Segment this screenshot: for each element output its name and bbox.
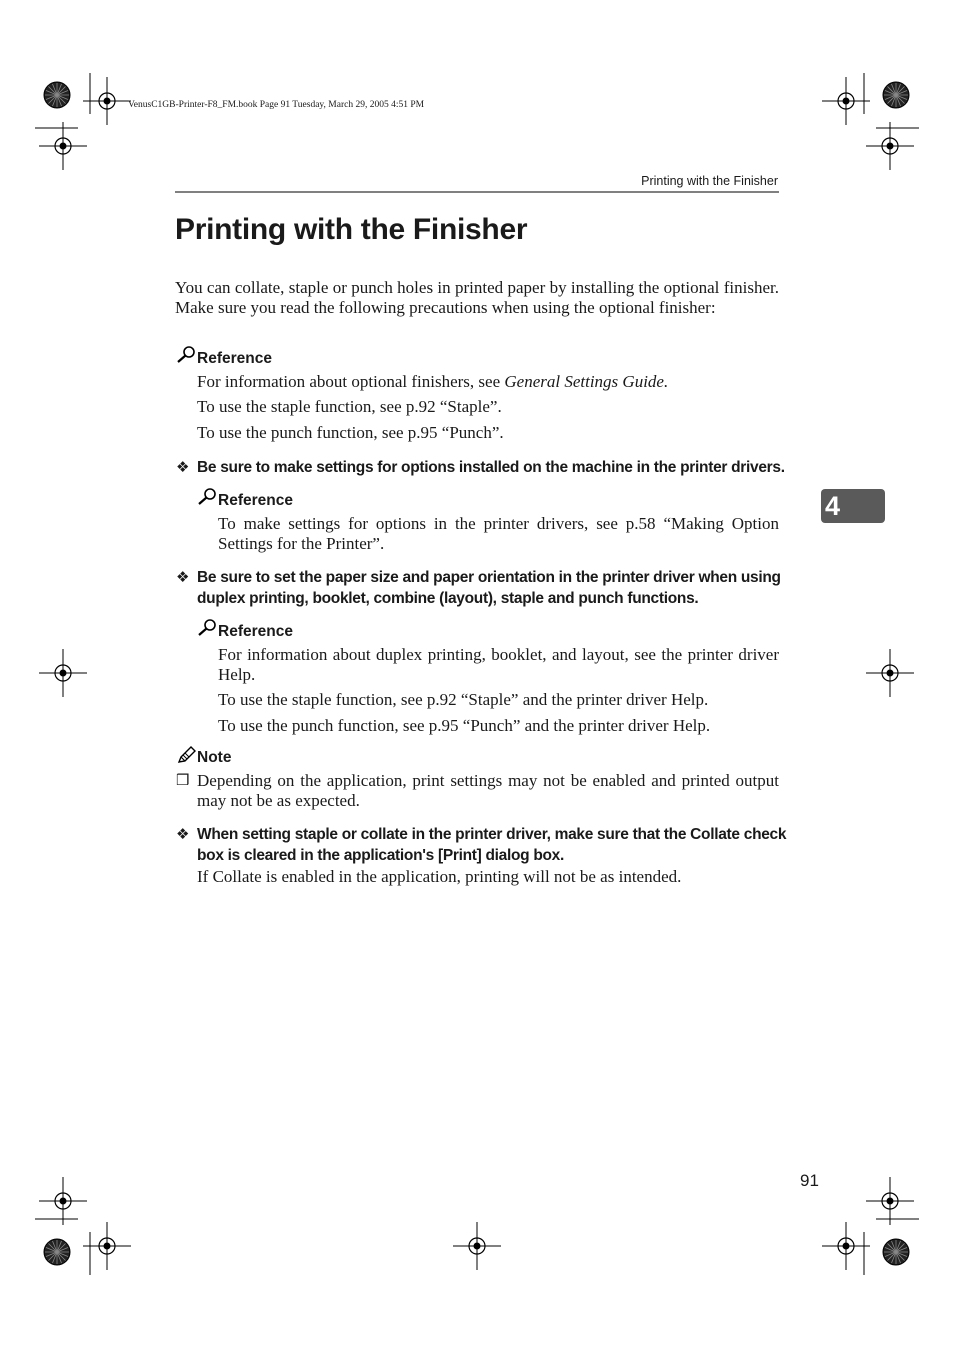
reference-text: To make settings for options in the printer drivers, see p.58 “Making Option Settings for the Printer”. [218,514,779,553]
item-heading: duplex printing, booklet, combine (layout), staple and punch functions. [197,590,699,607]
reference-doc-title: General Settings Guide [504,372,664,391]
reference-title: Reference [218,492,293,509]
file-header: VenusC1GB-Printer-F8_FM.book Page 91 Tuesday, March 29, 2005 4:51 PM [128,100,425,110]
color-target-icon [883,82,909,108]
bullet-diamond-icon: ❖ [176,458,190,476]
running-header: Printing with the Finisher [641,174,778,188]
magnifier-icon [197,488,217,506]
registration-mark-icon [822,77,870,125]
reference-line [197,372,668,392]
reference-text-end: . [663,372,669,391]
bullet-diamond-icon: ❖ [176,568,190,586]
reference-line: To use the staple function, see p.92 “Staple”. [197,397,502,416]
registration-mark-icon [453,1222,501,1270]
page-number: 91 [800,1171,819,1190]
chapter-tab [821,489,885,523]
reference-title: Reference [197,350,272,367]
intro-paragraph: You can collate, staple or punch holes in printed paper by installing the optional finisher. Make sure you read the following precautions when using the optional finisher: [175,278,779,317]
page-title: Printing with the Finisher [175,213,528,246]
item-heading: box is cleared in the application's [Print] dialog box. [197,847,564,864]
note-title: Note [197,749,232,766]
bullet-diamond-icon: ❖ [176,825,190,843]
item-heading: When setting staple or collate in the printer driver, make sure that the Collate check [197,826,787,843]
reference-line: To use the punch function, see p.95 “Punch”. [197,423,504,442]
item-heading: Be sure to make settings for options installed on the machine in the printer drivers. [197,459,785,476]
magnifier-icon [176,346,196,364]
reference-line: To use the punch function, see p.95 “Punch” and the printer driver Help. [218,716,711,735]
registration-mark-icon [822,1222,870,1270]
registration-mark-icon [39,122,87,170]
chapter-number: 4 [825,491,841,521]
item-text: If Collate is enabled in the application, printing will not be as intended. [197,867,682,886]
registration-mark-icon [866,1177,914,1225]
reference-title: Reference [218,623,293,640]
registration-mark-icon [866,122,914,170]
registration-mark-icon [39,1177,87,1225]
pencil-icon [176,746,196,764]
color-target-icon [44,1239,70,1265]
color-target-icon [883,1239,909,1265]
reference-text: For information about optional finishers, see [197,372,505,391]
note-text: Depending on the application, print settings may not be enabled and printed output may not be as expected. [197,771,779,810]
checkbox-icon: ❒ [176,771,190,789]
registration-mark-icon [866,649,914,697]
magnifier-icon [197,619,217,637]
item-heading: Be sure to set the paper size and paper orientation in the printer driver when using [197,569,781,586]
reference-line: To use the staple function, see p.92 “Staple” and the printer driver Help. [218,690,709,709]
color-target-icon [44,82,70,108]
reference-text: For information about duplex printing, booklet, and layout, see the printer driver Help. [218,645,779,684]
registration-mark-icon [39,649,87,697]
